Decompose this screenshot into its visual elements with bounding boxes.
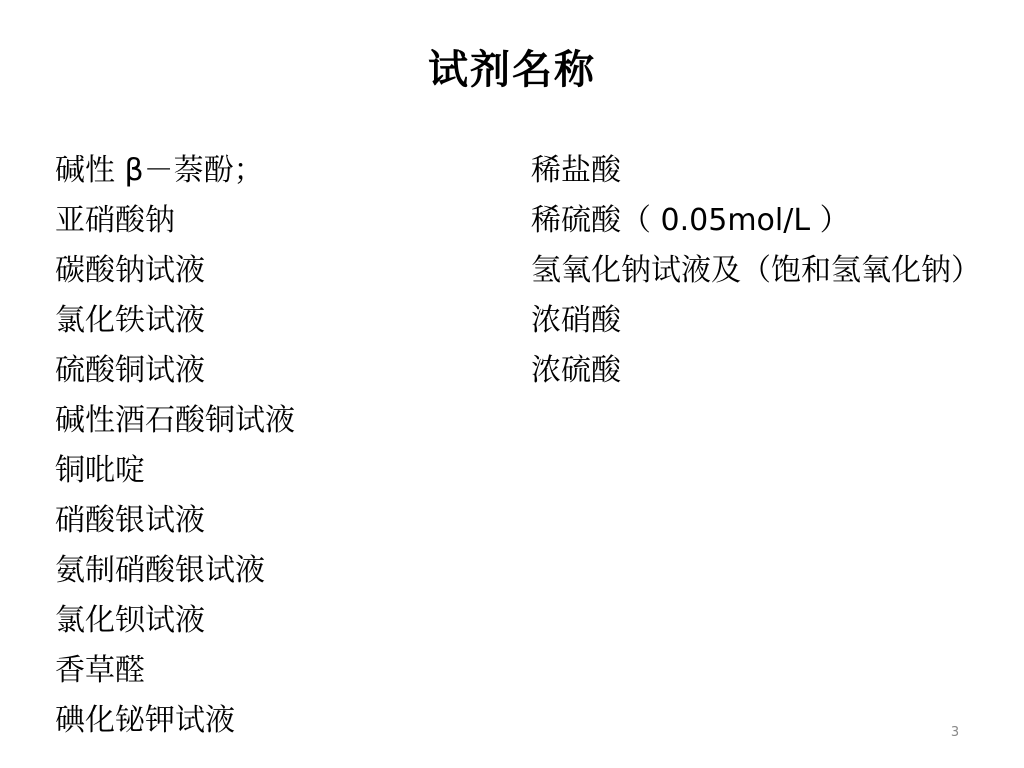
reagent-item: 亚硝酸钠 xyxy=(55,203,175,238)
reagent-item: 氢氧化钠试液及（饱和氢氧化钠） xyxy=(531,253,981,288)
reagent-item: 碱性 β－萘酚； xyxy=(55,153,264,188)
reagent-item: 氨制硝酸银试液 xyxy=(55,553,265,588)
reagent-item: 浓硝酸 xyxy=(531,303,621,338)
reagent-list-left xyxy=(55,146,475,746)
reagent-item: 碳酸钠试液 xyxy=(55,253,205,288)
reagent-item: 碘化铋钾试液 xyxy=(55,703,235,738)
reagent-item: 氯化钡试液 xyxy=(55,603,205,638)
reagent-item: 氯化铁试液 xyxy=(55,303,205,338)
reagent-item: 浓硫酸 xyxy=(531,353,621,388)
reagent-item: 稀盐酸 xyxy=(531,153,621,188)
reagent-item: 稀硫酸（ 0.05mol/L ） xyxy=(531,203,850,238)
reagent-item: 铜吡啶 xyxy=(55,453,145,488)
reagent-item: 硝酸银试液 xyxy=(55,503,205,538)
reagent-list-right xyxy=(531,146,981,396)
page-number: 3 xyxy=(950,725,960,740)
reagent-item: 碱性酒石酸铜试液 xyxy=(55,403,295,438)
reagent-item: 香草醛 xyxy=(55,653,145,688)
reagent-item: 硫酸铜试液 xyxy=(55,353,205,388)
slide-title: 试剂名称 xyxy=(428,47,596,93)
